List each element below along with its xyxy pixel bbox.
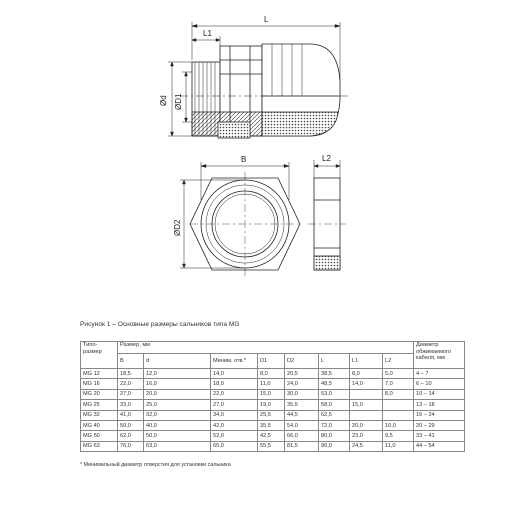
table-row xyxy=(81,441,465,451)
label-d: Ød xyxy=(159,95,168,106)
cell-min-hole: 18,0 xyxy=(211,379,258,389)
cell-d: 12,0 xyxy=(144,369,211,379)
cell-D1: 35,5 xyxy=(258,420,285,430)
cell-d: 32,0 xyxy=(144,410,211,420)
cell-d: 16,0 xyxy=(144,379,211,389)
table-subheader-row xyxy=(81,354,465,369)
cell-L2: 8,0 xyxy=(383,389,414,399)
cell-cable: 4 – 7 xyxy=(414,369,465,379)
cell-D1: 19,0 xyxy=(258,400,285,410)
cell-L: 62,5 xyxy=(319,410,350,420)
cell-D1: 15,0 xyxy=(258,389,285,399)
header-sizes-group: Размер, мм xyxy=(118,342,414,354)
dimension-D1 xyxy=(182,72,192,122)
dimensions-table xyxy=(80,341,465,452)
header-cable-diameter: Диаметр обжимаемого кабеля, мм xyxy=(414,342,465,369)
cell-L: 58,0 xyxy=(319,400,350,410)
cell-d: 50,0 xyxy=(144,431,211,441)
cell-B: 76,0 xyxy=(118,441,144,451)
subheader-D2: D2 xyxy=(285,354,319,369)
cell-L: 38,5 xyxy=(319,369,350,379)
label-B: B xyxy=(241,155,247,164)
cell-L1: 15,0 xyxy=(350,400,383,410)
label-L: L xyxy=(264,15,269,24)
cell-cable: 20 – 29 xyxy=(414,420,465,430)
table-row xyxy=(81,420,465,430)
table-row xyxy=(81,410,465,420)
cell-min-hole: 14,0 xyxy=(211,369,258,379)
cell-min-hole: 52,0 xyxy=(211,431,258,441)
subheader-L: L xyxy=(319,354,350,369)
cell-size: MG 20 xyxy=(81,389,118,399)
cell-L2: 9,5 xyxy=(383,431,414,441)
gland-side-view xyxy=(180,44,350,138)
cell-min-hole: 42,0 xyxy=(211,420,258,430)
cell-L: 53,0 xyxy=(319,389,350,399)
cell-L2 xyxy=(383,410,414,420)
cell-size: MG 12 xyxy=(81,369,118,379)
cell-L: 90,0 xyxy=(319,441,350,451)
cell-d: 40,0 xyxy=(144,420,211,430)
cell-d: 25,0 xyxy=(144,400,211,410)
table-body xyxy=(81,369,465,452)
cell-min-hole: 34,0 xyxy=(211,410,258,420)
cell-L2: 5,0 xyxy=(383,369,414,379)
cell-D1: 11,0 xyxy=(258,379,285,389)
subheader-min-hole: Миним. отв.* xyxy=(211,354,258,369)
cell-D1: 55,5 xyxy=(258,441,285,451)
cell-min-hole: 65,0 xyxy=(211,441,258,451)
cell-B: 33,0 xyxy=(118,400,144,410)
cell-size: MG 40 xyxy=(81,420,118,430)
cell-L1: 24,5 xyxy=(350,441,383,451)
figure-caption: Рисунок 1 – Основные размеры сальников типа MG xyxy=(80,321,240,328)
cell-L1: 23,0 xyxy=(350,431,383,441)
cell-B: 41,0 xyxy=(118,410,144,420)
cell-L2: 11,0 xyxy=(383,441,414,451)
cell-B: 18,5 xyxy=(118,369,144,379)
cell-L2 xyxy=(383,400,414,410)
cell-cable: 44 – 54 xyxy=(414,441,465,451)
cell-size: MG 50 xyxy=(81,431,118,441)
cell-D2: 44,5 xyxy=(285,410,319,420)
cell-cable: 6 – 10 xyxy=(414,379,465,389)
cell-D1: 42,5 xyxy=(258,431,285,441)
cell-D2: 20,5 xyxy=(285,369,319,379)
table-footnote: * Минимальный диаметр отверстия для установки сальника xyxy=(80,462,231,468)
cell-size: MG 25 xyxy=(81,400,118,410)
cell-B: 50,0 xyxy=(118,420,144,430)
cell-d: 20,0 xyxy=(144,389,211,399)
label-L2: L2 xyxy=(322,154,331,163)
table-row xyxy=(81,389,465,399)
cell-L2: 7,0 xyxy=(383,379,414,389)
label-D1: ØD1 xyxy=(174,93,183,110)
subheader-L2: L2 xyxy=(383,354,414,369)
cell-cable: 13 – 18 xyxy=(414,400,465,410)
cell-L1: 14,0 xyxy=(350,379,383,389)
subheader-B: B xyxy=(118,354,144,369)
cell-D2: 54,0 xyxy=(285,420,319,430)
label-L1: L1 xyxy=(203,29,212,38)
table-row xyxy=(81,431,465,441)
cell-min-hole: 22,0 xyxy=(211,389,258,399)
table-header-row xyxy=(81,342,465,354)
cell-L: 80,0 xyxy=(319,431,350,441)
cell-size: MG 32 xyxy=(81,410,118,420)
cell-B: 62,0 xyxy=(118,431,144,441)
subheader-D1: D1 xyxy=(258,354,285,369)
locknut-front-view xyxy=(190,172,300,276)
cell-D2: 30,0 xyxy=(285,389,319,399)
subheader-d: d xyxy=(144,354,211,369)
cell-D2: 35,5 xyxy=(285,400,319,410)
locknut-side-view xyxy=(308,178,346,270)
table-row xyxy=(81,379,465,389)
table-row xyxy=(81,369,465,379)
table-row xyxy=(81,400,465,410)
cell-B: 22,0 xyxy=(118,379,144,389)
cell-L1 xyxy=(350,410,383,420)
cell-size: MG 16 xyxy=(81,379,118,389)
cell-cable: 10 – 14 xyxy=(414,389,465,399)
cell-L1: 8,0 xyxy=(350,369,383,379)
cell-D1: 25,5 xyxy=(258,410,285,420)
cell-cable: 33 – 41 xyxy=(414,431,465,441)
cell-D2: 66,0 xyxy=(285,431,319,441)
header-type-size: Типо-размер xyxy=(81,342,118,369)
cell-cable: 16 – 24 xyxy=(414,410,465,420)
cell-L1 xyxy=(350,389,383,399)
cell-D1: 8,0 xyxy=(258,369,285,379)
cell-d: 63,0 xyxy=(144,441,211,451)
cell-L2: 10,0 xyxy=(383,420,414,430)
cell-B: 27,0 xyxy=(118,389,144,399)
subheader-L1: L1 xyxy=(350,354,383,369)
cell-L: 72,0 xyxy=(319,420,350,430)
cell-L: 48,5 xyxy=(319,379,350,389)
cell-L1: 20,0 xyxy=(350,420,383,430)
cell-D2: 81,5 xyxy=(285,441,319,451)
cell-size: MG 63 xyxy=(81,441,118,451)
label-D2: ØD2 xyxy=(173,219,182,236)
cell-min-hole: 27,0 xyxy=(211,400,258,410)
cell-D2: 24,0 xyxy=(285,379,319,389)
